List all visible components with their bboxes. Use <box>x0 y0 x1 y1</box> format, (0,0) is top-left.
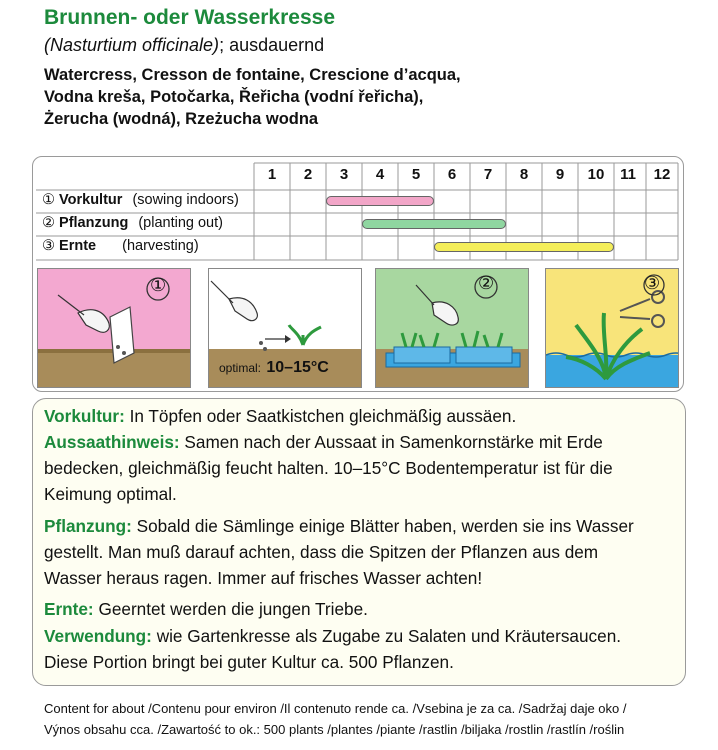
para-label: Ernte: <box>44 599 94 619</box>
para-line: Keimung optimal. <box>44 484 177 504</box>
temperature-prefix: optimal: <box>219 361 262 375</box>
row-number: ③ <box>42 238 55 254</box>
footer-line: Výnos obsahu cca. /Zawartość to ok.: 500 plants /plantes /piante /rastlin /biljaka /rostlin /rastlín /roślin <box>44 722 625 737</box>
illustration-germination <box>208 268 362 388</box>
para-ernte <box>44 596 684 622</box>
footer-line: Content for about /Contenu pour environ /Il contenuto rende ca. /Vsebina je za ca. /Sadržaj daje oko / <box>44 701 627 716</box>
para-text: wie Gartenkresse als Zugabe zu Salaten und Kräutersaucen. <box>156 626 622 646</box>
month-label: 10 <box>587 166 605 183</box>
row-label-ernte <box>42 238 199 254</box>
title: Brunnen- oder Wasserkresse <box>44 6 335 29</box>
month-label: 4 <box>375 166 385 183</box>
temperature-label <box>219 359 329 377</box>
para-text: Sobald die Sämlinge einige Blätter haben, werden sie ins Wasser <box>136 516 634 536</box>
season-bar-vorkultur <box>326 196 434 206</box>
row-number: ② <box>42 215 55 231</box>
temperature-value: 10–15°C <box>266 359 329 376</box>
para-label: Aussaathinweis: <box>44 432 180 452</box>
month-label: 9 <box>555 166 565 183</box>
para-text: Samen nach der Aussaat in Samenkornstärke mit Erde <box>184 432 603 452</box>
season-bar-pflanzung <box>362 219 506 229</box>
para-line: Diese Portion bringt bei guter Kultur ca. 500 Pflanzen. <box>44 652 454 672</box>
para-line: Wasser heraus ragen. Immer auf frisches Wasser achten! <box>44 568 483 588</box>
month-label: 12 <box>653 166 671 183</box>
para-line <box>44 513 684 539</box>
para-line <box>44 596 684 622</box>
month-label: 3 <box>339 166 349 183</box>
step-number: ① <box>150 275 167 295</box>
para-label: Vorkultur: <box>44 406 125 426</box>
row-gloss: (sowing indoors) <box>132 192 239 208</box>
para-pflanzung <box>44 513 684 591</box>
para-line <box>44 403 684 429</box>
row-gloss: (harvesting) <box>122 238 199 254</box>
para-aussaathinweis <box>44 429 684 507</box>
latin-name: (Nasturtium officinale) <box>44 35 220 55</box>
row-title: Ernte <box>59 238 97 254</box>
sowing-scene <box>38 269 191 388</box>
row-number: ① <box>42 192 55 208</box>
row-gloss: (planting out) <box>138 215 223 231</box>
illustration-planting <box>375 268 529 388</box>
month-label: 7 <box>483 166 493 183</box>
month-label: 11 <box>620 166 636 183</box>
para-text: In Töpfen oder Saatkistchen gleichmäßig aussäen. <box>129 406 517 426</box>
names-line: Vodna kreša, Potočarka, Řeřicha (vodní řeřicha), <box>44 88 424 106</box>
names-line: Żerucha (wodná), Rzeżucha wodna <box>44 110 319 128</box>
season-bar-ernte <box>434 242 614 252</box>
row-title: Vorkultur <box>59 192 123 208</box>
para-label: Pflanzung: <box>44 516 132 536</box>
para-line <box>44 429 684 455</box>
planting-scene <box>376 269 529 388</box>
footer-content-note <box>44 698 704 740</box>
para-line: bedecken, gleichmäßig feucht halten. 10–15°C Bodentemperatur ist für die <box>44 458 613 478</box>
para-label: Verwendung: <box>44 626 152 646</box>
month-label: 5 <box>411 166 421 183</box>
month-label: 1 <box>267 166 277 183</box>
para-vorkultur <box>44 403 684 429</box>
para-line: gestellt. Man muß darauf achten, dass die Spitzen der Pflanzen aus dem <box>44 542 599 562</box>
month-label: 8 <box>519 166 529 183</box>
para-line <box>44 623 684 649</box>
para-verwendung <box>44 623 684 675</box>
step-number: ③ <box>644 273 661 293</box>
month-label: 2 <box>303 166 313 183</box>
row-title: Pflanzung <box>59 215 129 231</box>
subtitle-suffix: ; ausdauernd <box>219 35 325 55</box>
illustration-sowing <box>37 268 191 388</box>
row-label-vorkultur <box>42 192 239 208</box>
names-line: Watercress, Cresson de fontaine, Crescione d’acqua, <box>44 66 461 84</box>
row-label-pflanzung <box>42 215 223 231</box>
month-label: 6 <box>447 166 457 183</box>
step-number: ② <box>478 273 495 293</box>
illustration-harvesting <box>545 268 679 388</box>
para-text: Geerntet werden die jungen Triebe. <box>98 599 368 619</box>
